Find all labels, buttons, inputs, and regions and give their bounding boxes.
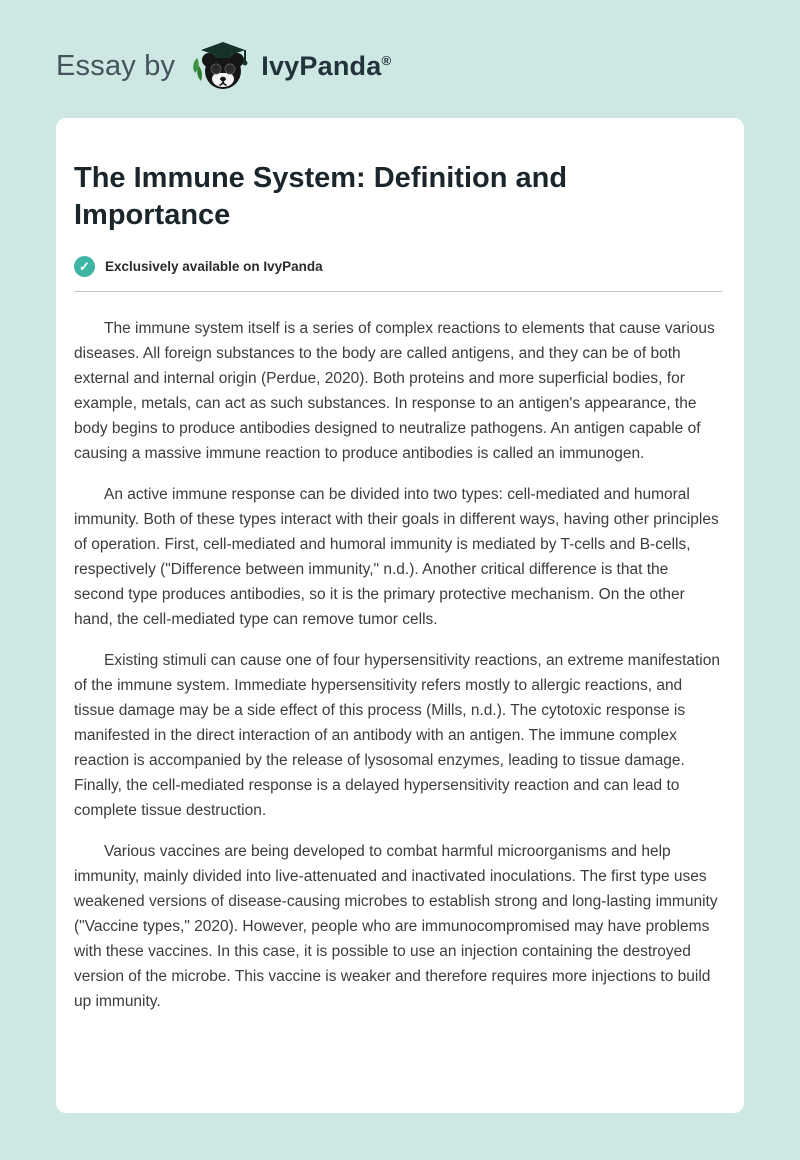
divider: [74, 291, 722, 292]
brand-name: [261, 51, 391, 82]
essay-paragraph: The immune system itself is a series of complex reactions to elements that cause various diseases. All foreign substances to the body are called antigens, and they can be of both external and internal origin (Perdue, 2020). Both proteins and more superficial bodies, for example, metals, can act as such substances. In response to an antigen's appearance, the body begins to produce antibodies designed to neutralize pathogens. An antigen capable of causing a massive immune reaction to produce antibodies is called an immunogen.: [74, 320, 715, 463]
ivypanda-logo[interactable]: [189, 38, 391, 94]
registered-mark: ®: [381, 52, 392, 68]
essay-paragraph: Existing stimuli can cause one of four hypersensitivity reactions, an extreme manifestation of the immune system. Immediate hypersensitivity refers mostly to allergic reactions, and tissue damage may be a side effect of this process (Mills, n.d.). The cytotoxic response is manifested in the direct interaction of an antibody with an antigen. The immune complex reaction is accompanied by the release of lysosomal enzymes, leading to tissue damage. Finally, the cell-mediated response is a delayed hypersensitivity reaction and can lead to complete tissue destruction.: [74, 652, 720, 820]
availability-label: Exclusively available on IvyPanda: [105, 259, 323, 275]
check-circle-icon: ✓: [74, 256, 95, 277]
essay-card: [56, 118, 744, 1113]
essay-paragraph: An active immune response can be divided into two types: cell-mediated and humoral immunity. Both of these types interact with their goals in different ways, having other principles of operation. First, cell-mediated and humoral immunity is mediated by T-cells and B-cells, respectively ("Difference between immunity," n.d.). Another critical difference is that the second type produces antibodies, so it is the primary protective mechanism. On the other hand, the cell-mediated type can remove tumor cells.: [74, 486, 719, 629]
availability-row: [74, 256, 722, 277]
essay-paragraph: Various vaccines are being developed to combat harmful microorganisms and help immunity, mainly divided into live-attenuated and inactivated inoculations. The first type uses weakened versions of disease-causing microbes to establish strong and long-lasting immunity ("Vaccine types," 2020). However, people who are immunocompromised may have problems with these vaccines. In this case, it is possible to use an injection containing the destroyed version of the microbe. This vaccine is weaker and therefore requires more injections to build up immunity.: [74, 843, 718, 1011]
graduate-panda-icon: [189, 38, 251, 94]
page-title: The Immune System: Definition and Importance: [74, 162, 568, 232]
essay-by-label: Essay by: [56, 49, 176, 82]
essay-body: [74, 316, 722, 1014]
site-header: [0, 0, 800, 118]
brand-text: IvyPanda: [261, 50, 382, 81]
